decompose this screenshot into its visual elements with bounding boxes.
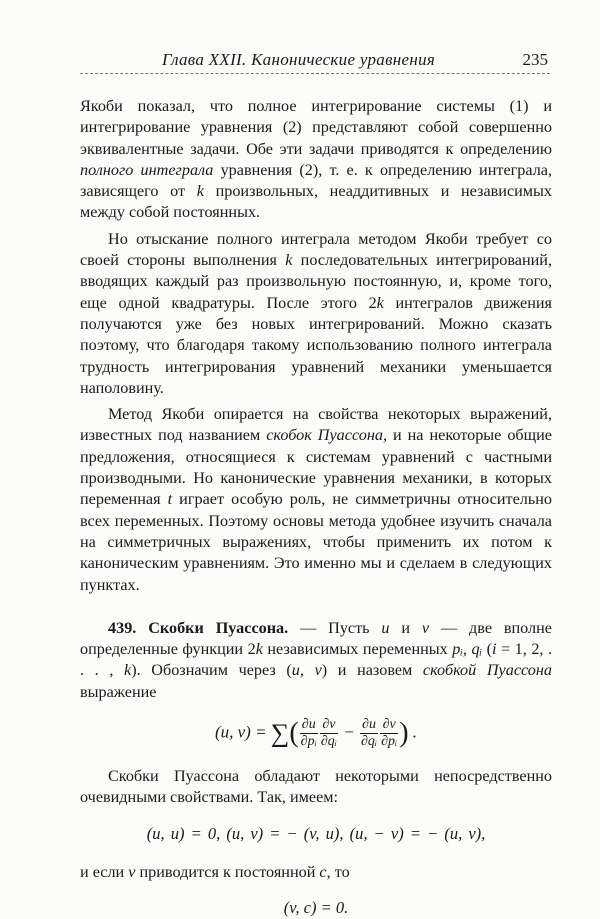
text-run: ) и назовем bbox=[321, 661, 423, 680]
header-rule bbox=[80, 73, 550, 74]
math-var: k bbox=[376, 293, 384, 312]
math-var: c bbox=[319, 862, 327, 881]
text-run: приводится к постоянной bbox=[135, 862, 320, 881]
text-run: выражение bbox=[80, 682, 157, 701]
fraction bbox=[380, 717, 398, 750]
math-var: v bbox=[421, 618, 430, 637]
constant-bracket-formula: (v, c) = 0. bbox=[283, 898, 349, 918]
frac-den: ∂qᵢ bbox=[360, 734, 378, 750]
text-run: Якоби показал, что полное интегрирование системы (1) и интегрирование уравнения (2) представляют собой совершенно эквивалентные задачи. Обе эти задачи приводятся к определению bbox=[80, 97, 552, 158]
paren-close: ) bbox=[399, 717, 409, 749]
minus-sign: − bbox=[338, 722, 359, 742]
math-var: k bbox=[196, 182, 204, 201]
math-var: k bbox=[285, 251, 293, 270]
fraction bbox=[320, 717, 338, 750]
fraction bbox=[300, 717, 318, 750]
emphasis: скобкой Пуассона bbox=[422, 661, 553, 680]
section-title: 439. Скобки Пуассона. bbox=[108, 618, 289, 637]
math-var: k bbox=[255, 640, 263, 659]
text-run: независимых переменных bbox=[262, 640, 453, 659]
paragraph-5 bbox=[80, 862, 552, 883]
paragraph-2 bbox=[80, 229, 552, 399]
frac-num: ∂u bbox=[360, 717, 378, 734]
math-var: u bbox=[381, 618, 390, 637]
text-run: Метод Якоби опирается на свойства некоторых выражений, известных под названием bbox=[80, 405, 552, 445]
text-run: Но отыскание полного интеграла методом Якоби требует со своей стороны выполнения bbox=[80, 229, 552, 270]
paragraph-4: Скобки Пуассона обладают некоторыми непосредственно очевидными свойствами. Так, имеем: bbox=[80, 767, 552, 807]
frac-num: ∂v bbox=[320, 717, 338, 734]
fraction bbox=[360, 717, 378, 750]
frac-num: ∂v bbox=[380, 717, 398, 734]
frac-num: ∂u bbox=[300, 717, 318, 734]
text-run: ). Обозначим через ( bbox=[131, 661, 292, 680]
running-title: Глава XXII. Канонические уравнения bbox=[162, 50, 436, 69]
frac-den: ∂pᵢ bbox=[300, 734, 317, 750]
section-439 bbox=[80, 618, 552, 703]
text-run: уравнения (2), т. е. к определению интеграла, зависящего от bbox=[80, 160, 553, 201]
page-body bbox=[80, 96, 552, 919]
text-run: произвольных, неаддитивных и независимых между собой постоянных. bbox=[80, 182, 553, 222]
emphasis: полного интеграла bbox=[80, 160, 214, 179]
frac-den: ∂pᵢ bbox=[381, 734, 398, 750]
formula-end: . bbox=[408, 722, 418, 742]
math-var: t bbox=[167, 490, 173, 509]
text-run: = 1, 2, . . . , bbox=[80, 640, 553, 680]
text-run: ( bbox=[482, 640, 493, 659]
emphasis: скобок Пуассона bbox=[266, 426, 383, 445]
math-var: pᵢ, qᵢ bbox=[452, 640, 483, 659]
text-run: играет особую роль, не симметричны относительно всех переменных. Поэтому основы метода удобнее изучить сначала на симметричных выражениях, чтобы применить их потом к каноническим уравнениям. Это именно мы и сделаем в следующих пунктах. bbox=[80, 490, 552, 594]
paragraph-1 bbox=[80, 96, 552, 224]
text-run: , и на некоторые общие предложения, относящиеся к системам уравнений с частными производными. Но канонические уравнения механики, в которых переменная bbox=[80, 426, 552, 509]
text-run: — две вполне определенные функции 2 bbox=[80, 618, 552, 659]
math-var: u, v bbox=[291, 661, 322, 680]
text-run: и если bbox=[80, 862, 129, 881]
frac-den: ∂qᵢ bbox=[320, 734, 337, 750]
formula-lhs: (u, v) = bbox=[214, 722, 271, 742]
text-run: интегралов движения получаются уже без новых интегрирований. Можно сказать поэтому, что благодаря такому использованию полного интеграла трудность интегрирования уравнений механики уменьшается наполовину. bbox=[80, 293, 553, 397]
math-var: k bbox=[124, 661, 132, 680]
page-number: 235 bbox=[522, 50, 548, 69]
math-var: v bbox=[128, 862, 136, 881]
paren-open: ( bbox=[289, 717, 299, 749]
text-run: последовательных интегрирований, вводящих каждый раз произвольную постоянную, и, кроме того, еще одной квадратуры. После этого 2 bbox=[80, 251, 553, 312]
text-run: и bbox=[389, 618, 422, 637]
running-header bbox=[80, 50, 550, 74]
sum-sign: ∑ bbox=[270, 718, 290, 748]
poisson-bracket-formula bbox=[80, 717, 552, 750]
bracket-properties-formula: (u, u) = 0, (u, v) = − (v, u), (u, − v) = − (u, v), bbox=[146, 823, 486, 843]
paragraph-3 bbox=[80, 404, 552, 596]
text-run: , то bbox=[326, 862, 350, 881]
text-run: — Пусть bbox=[288, 618, 382, 637]
math-var: i bbox=[492, 640, 497, 659]
